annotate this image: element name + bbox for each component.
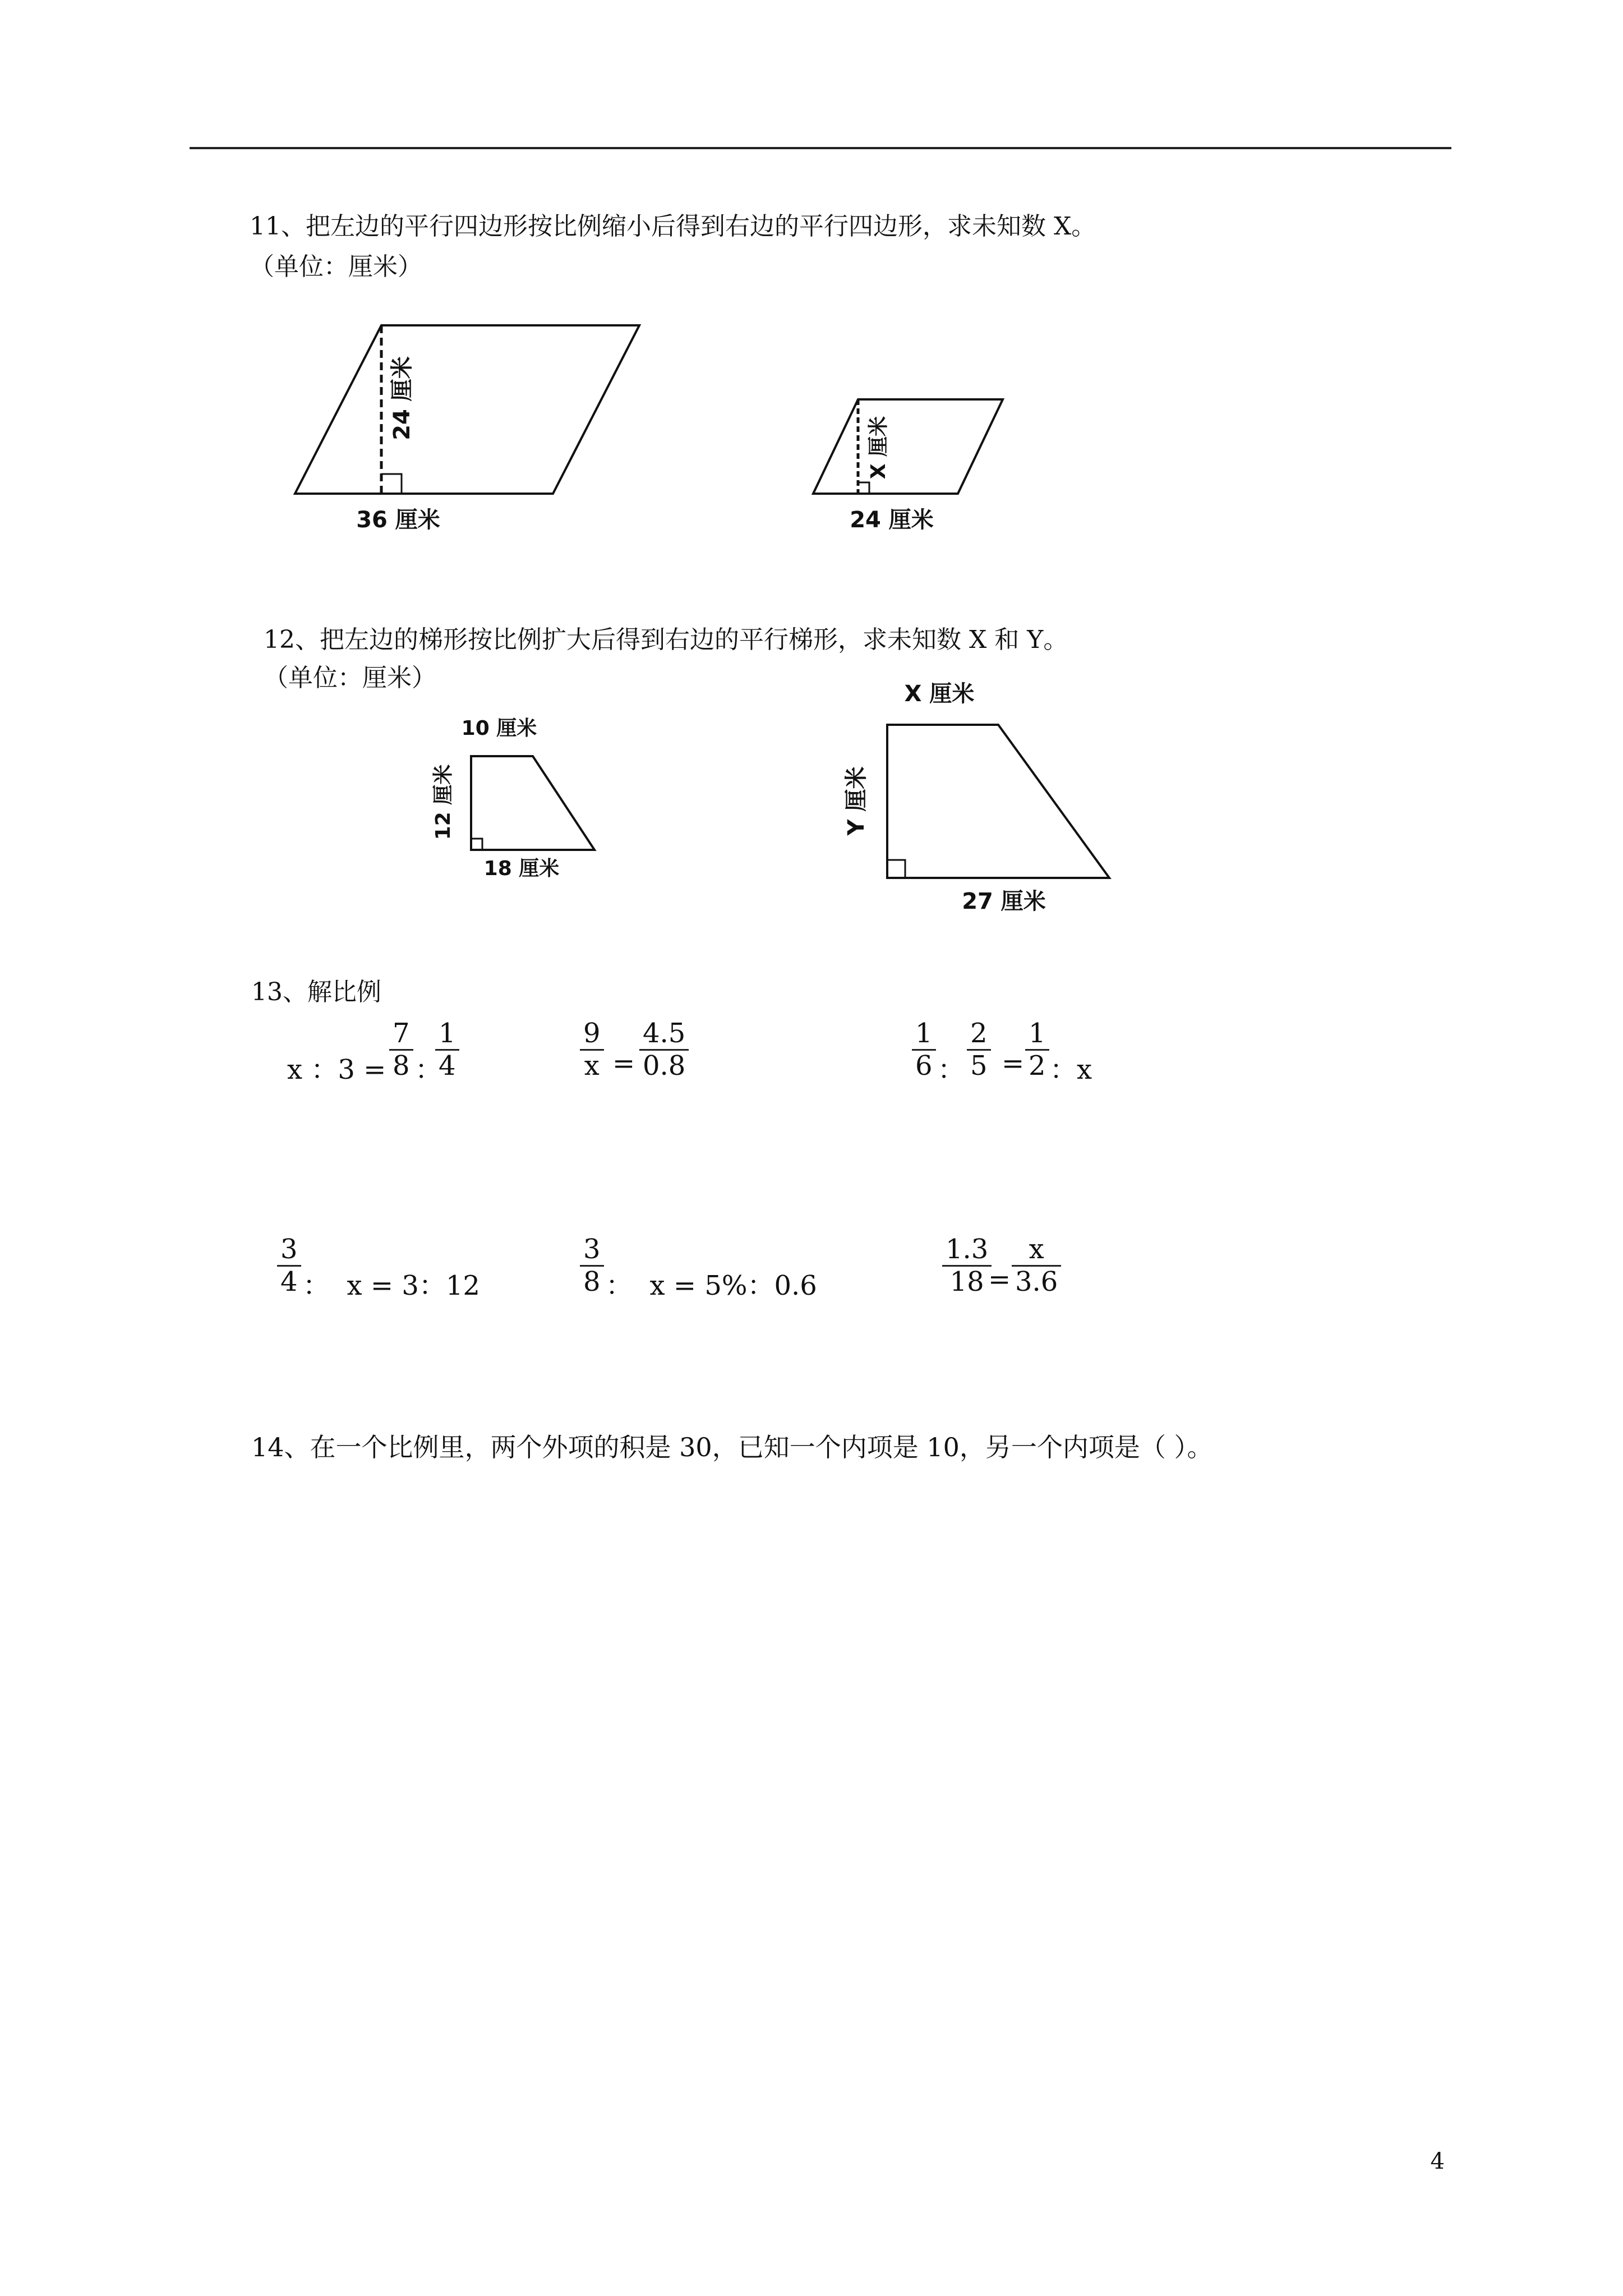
p5-frac1-num: 3 <box>583 1234 601 1265</box>
p3-frac3-num: 1 <box>1029 1018 1046 1049</box>
p3-frac2-num: 2 <box>970 1018 988 1049</box>
q12-unit: （单位：厘米） <box>264 664 436 692</box>
q12-right-base-label: 27 厘米 <box>962 889 1046 914</box>
q12-right-trapezoid <box>841 673 1155 931</box>
q11-right-base-label: 24 厘米 <box>850 507 934 533</box>
q12-left-trapezoid <box>426 712 628 892</box>
p6-equals: = <box>988 1264 1011 1295</box>
p3-frac2-den: 5 <box>967 1049 991 1082</box>
p4-frac1-den: 4 <box>277 1265 301 1297</box>
p3-frac1-den: 6 <box>912 1049 936 1082</box>
q13-title: 13、解比例 <box>251 978 381 1006</box>
p3-frac1-num: 1 <box>915 1018 933 1049</box>
p5-tail: ： x = 5%：0.6 <box>606 1270 817 1301</box>
p3-frac1 <box>912 1018 936 1082</box>
p3-frac2 <box>967 1018 991 1082</box>
p1-frac1 <box>389 1018 413 1082</box>
p2-frac1-den: x <box>580 1049 604 1082</box>
page-number: 4 <box>1430 2148 1445 2174</box>
q11-text: 11、把左边的平行四边形按比例缩小后得到右边的平行四边形，求未知数 X。 <box>250 212 1096 241</box>
p1-frac2-den: 4 <box>435 1049 459 1082</box>
p2-frac1-num: 9 <box>583 1018 601 1049</box>
p1-frac2 <box>435 1018 459 1082</box>
p6-frac2-num: x <box>1029 1234 1044 1265</box>
q11-left-parallelogram <box>280 314 673 550</box>
header-rule <box>190 147 1451 149</box>
p2-frac2 <box>639 1018 689 1082</box>
p4-tail: ： x = 3：12 <box>303 1270 480 1301</box>
p4-frac1 <box>277 1234 301 1297</box>
p5-frac1 <box>580 1234 604 1297</box>
q12-right-top-label: X 厘米 <box>904 681 975 707</box>
p1-colon: ： <box>415 1054 442 1085</box>
p3-tail: ：x <box>1050 1054 1092 1085</box>
p2-equals: = <box>612 1048 635 1079</box>
p6-frac2 <box>1012 1234 1061 1297</box>
p1-frac2-num: 1 <box>439 1018 456 1049</box>
q11-left-base-label: 36 厘米 <box>356 507 440 533</box>
p3-frac3-den: 2 <box>1025 1049 1049 1082</box>
p1-frac1-den: 8 <box>389 1049 413 1082</box>
p6-frac1-den: 18 <box>942 1265 992 1297</box>
p6-frac2-den: 3.6 <box>1012 1265 1061 1297</box>
q12-left-top-label: 10 厘米 <box>461 717 537 740</box>
p1-lhs: x ：3 = <box>287 1054 386 1085</box>
p3-colon1: ： <box>938 1054 965 1085</box>
p2-frac1 <box>580 1018 604 1082</box>
p3-frac3 <box>1025 1018 1049 1082</box>
q11-right-height-label: X 厘米 <box>867 416 890 480</box>
p5-frac1-den: 8 <box>580 1265 604 1297</box>
p2-frac2-den: 0.8 <box>639 1049 689 1082</box>
q12-right-height-label: Y 厘米 <box>843 766 869 836</box>
p6-frac1-num: 1.3 <box>946 1234 989 1265</box>
p3-equals: = <box>1002 1048 1025 1079</box>
q11-unit: （单位：厘米） <box>250 252 422 281</box>
q11-right-parallelogram <box>802 387 1038 544</box>
q12-left-height-label: 12 厘米 <box>432 764 455 840</box>
q12-left-base-label: 18 厘米 <box>483 857 560 880</box>
p4-frac1-num: 3 <box>280 1234 298 1265</box>
p2-frac2-num: 4.5 <box>643 1018 686 1049</box>
q11-left-height-label: 24 厘米 <box>389 356 415 440</box>
q12-text: 12、把左边的梯形按比例扩大后得到右边的平行梯形，求未知数 X 和 Y。 <box>264 625 1068 654</box>
q14-text: 14、在一个比例里，两个外项的积是 30，已知一个内项是 10，另一个内项是（ ）。 <box>251 1432 1213 1462</box>
p1-frac1-num: 7 <box>393 1018 410 1049</box>
p6-frac1 <box>942 1234 992 1297</box>
